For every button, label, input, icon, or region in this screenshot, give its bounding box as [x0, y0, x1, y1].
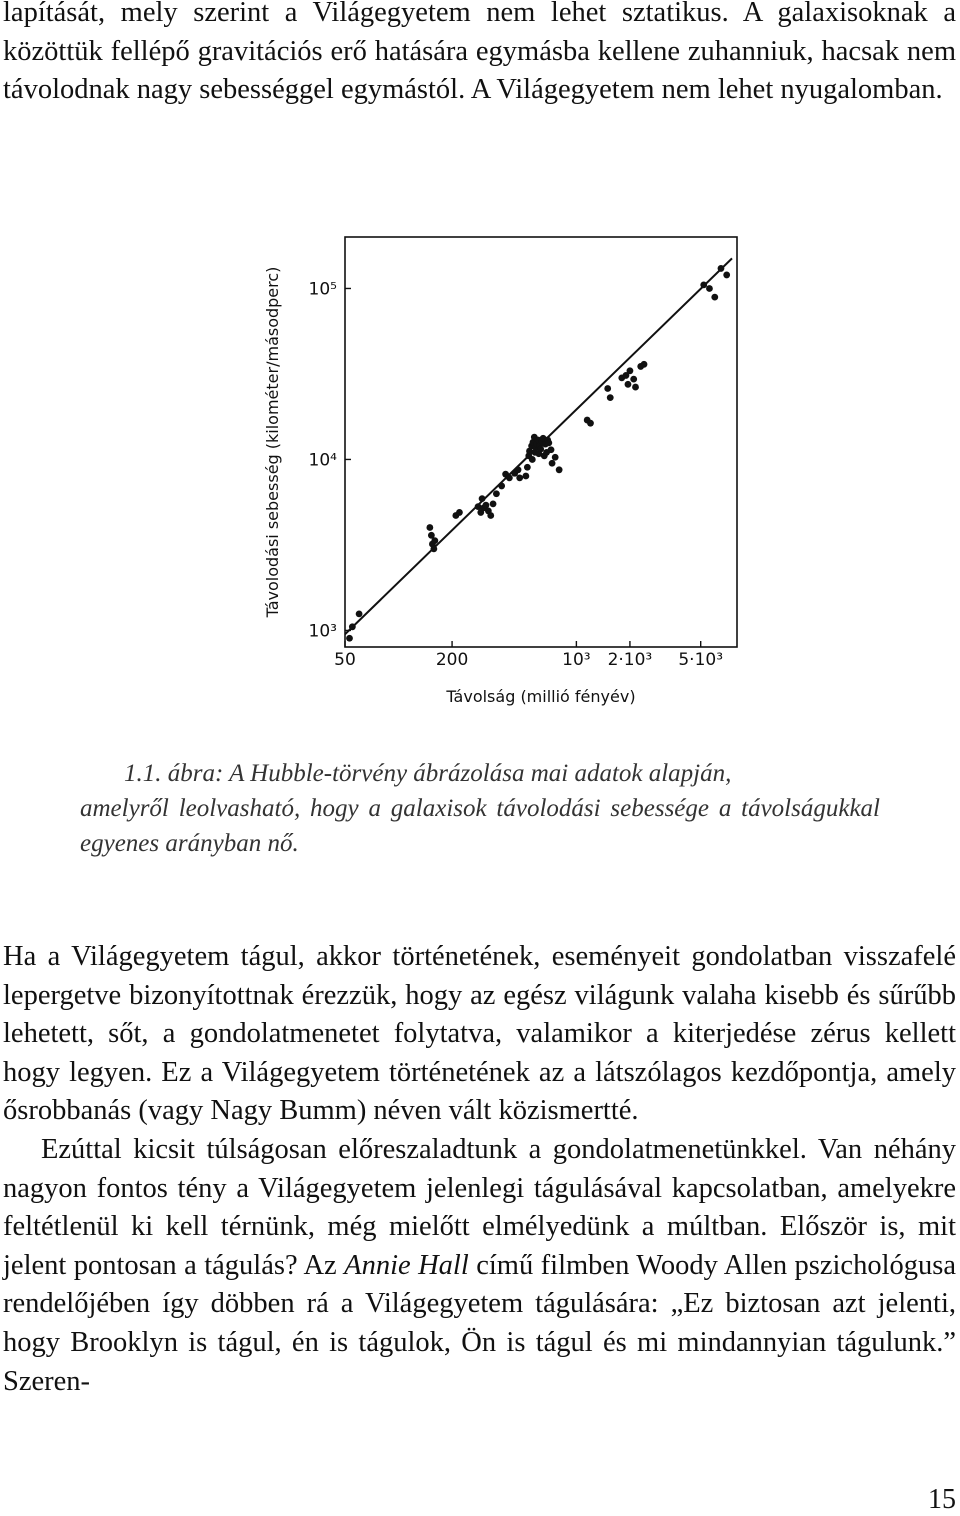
data-point [498, 483, 505, 490]
body-paragraph-2-end: című filmben Woody Allen pszichológusa rendelőjében így döbben rá a Világegyetem tágulására: „Ez biztosan azt jelenti, hogy Brooklyn is tágul, én is tágulok, Ön is tágul és mi mindannyian tágulunk.” Szeren- [3, 1249, 956, 1397]
y-axis-label: Távolodási sebesség (kilométer/másodperc) [263, 266, 282, 618]
data-point [630, 376, 637, 383]
data-point [711, 294, 718, 301]
page-number: 15 [928, 1484, 956, 1515]
data-point [552, 454, 559, 461]
body-text [3, 938, 956, 1401]
data-point [487, 512, 494, 519]
data-point [431, 537, 438, 544]
data-point [522, 473, 529, 480]
x-tick-label: 5·10³ [678, 650, 724, 670]
data-point [515, 466, 522, 473]
x-tick-label: 50 [334, 650, 356, 670]
data-point [723, 272, 730, 279]
data-point [632, 384, 639, 391]
hubble-chart [250, 225, 750, 725]
x-axis-label: Távolság (millió fényév) [446, 687, 636, 706]
data-point [456, 509, 463, 516]
data-point [718, 265, 725, 272]
caption-line-1: 1.1. ábra: A Hubble-törvény ábrázolása mai adatok alapján, [124, 760, 732, 787]
data-point [490, 500, 497, 507]
data-point [479, 495, 486, 502]
figure-caption [80, 756, 880, 861]
y-tick-label: 10⁵ [308, 279, 337, 300]
data-point [700, 281, 707, 288]
data-point [545, 439, 552, 446]
data-point [346, 635, 353, 642]
data-point [506, 474, 513, 481]
data-point [493, 490, 500, 497]
data-point [349, 623, 356, 630]
data-point [549, 460, 556, 467]
y-tick-label: 10⁴ [308, 450, 337, 471]
body-paragraph-2-start: Ezúttal kicsit túlságosan előreszaladtunk a gondolatmenetünkkel. Van néhány nagyon fontos tény a Világegyetem jelenlegi tágulásával kapcsolatban, amelyekre feltétlenül ki kell térnünk, még mielőtt elmélyedünk a múltban. Először is, mit jelent pontosan a tágulás? Az [3, 1133, 956, 1281]
x-tick-label: 2·10³ [607, 650, 653, 670]
data-point [706, 285, 713, 292]
data-point [548, 446, 555, 453]
data-point [604, 385, 611, 392]
top-paragraph: lapítását, mely szerint a Világegyetem nem lehet sztatikus. A galaxisoknak a közöttük fellépő gravitációs erő hatására egymásba kellene zuhanniuk, hacsak nem távolodnak nagy sebességgel egymástól. A Világegyetem nem lehet nyugalomban. [3, 0, 956, 106]
data-point [426, 524, 433, 531]
x-tick-label: 200 [435, 650, 469, 670]
data-point [556, 466, 563, 473]
data-point [516, 474, 523, 481]
data-point [430, 545, 437, 552]
x-tick-label: 10³ [562, 650, 591, 670]
data-point [607, 394, 614, 401]
data-point [627, 367, 634, 374]
data-point [587, 420, 594, 427]
data-point [356, 610, 363, 617]
caption-rest: amelyről leolvasható, hogy a galaxisok távolodási sebessége a távolságukkal egyenes arányban nő. [80, 795, 880, 857]
data-point [524, 464, 531, 471]
data-point [625, 381, 632, 388]
body-paragraph-2 [3, 1131, 956, 1401]
data-point [641, 361, 648, 368]
data-point [529, 456, 536, 463]
data-point [537, 446, 544, 453]
body-paragraph-1: Ha a Világegyetem tágul, akkor történetének, eseményeit gondolatban visszafelé lepergetve bizonyítottnak érezzük, hogy az egész világunk valaha kisebb és sűrűbb lehetett, sőt, a gondolatmenetet folytatva, valamikor a kiterjedése zérus kellett hogy legyen. Ez a Világegyetem történetének az a látszólagos kezdőpontja, amely ősrobbanás (vagy Nagy Bumm) néven vált közismertté. [3, 941, 956, 1127]
y-tick-label: 10³ [308, 621, 337, 642]
film-title: Annie Hall [344, 1249, 469, 1281]
